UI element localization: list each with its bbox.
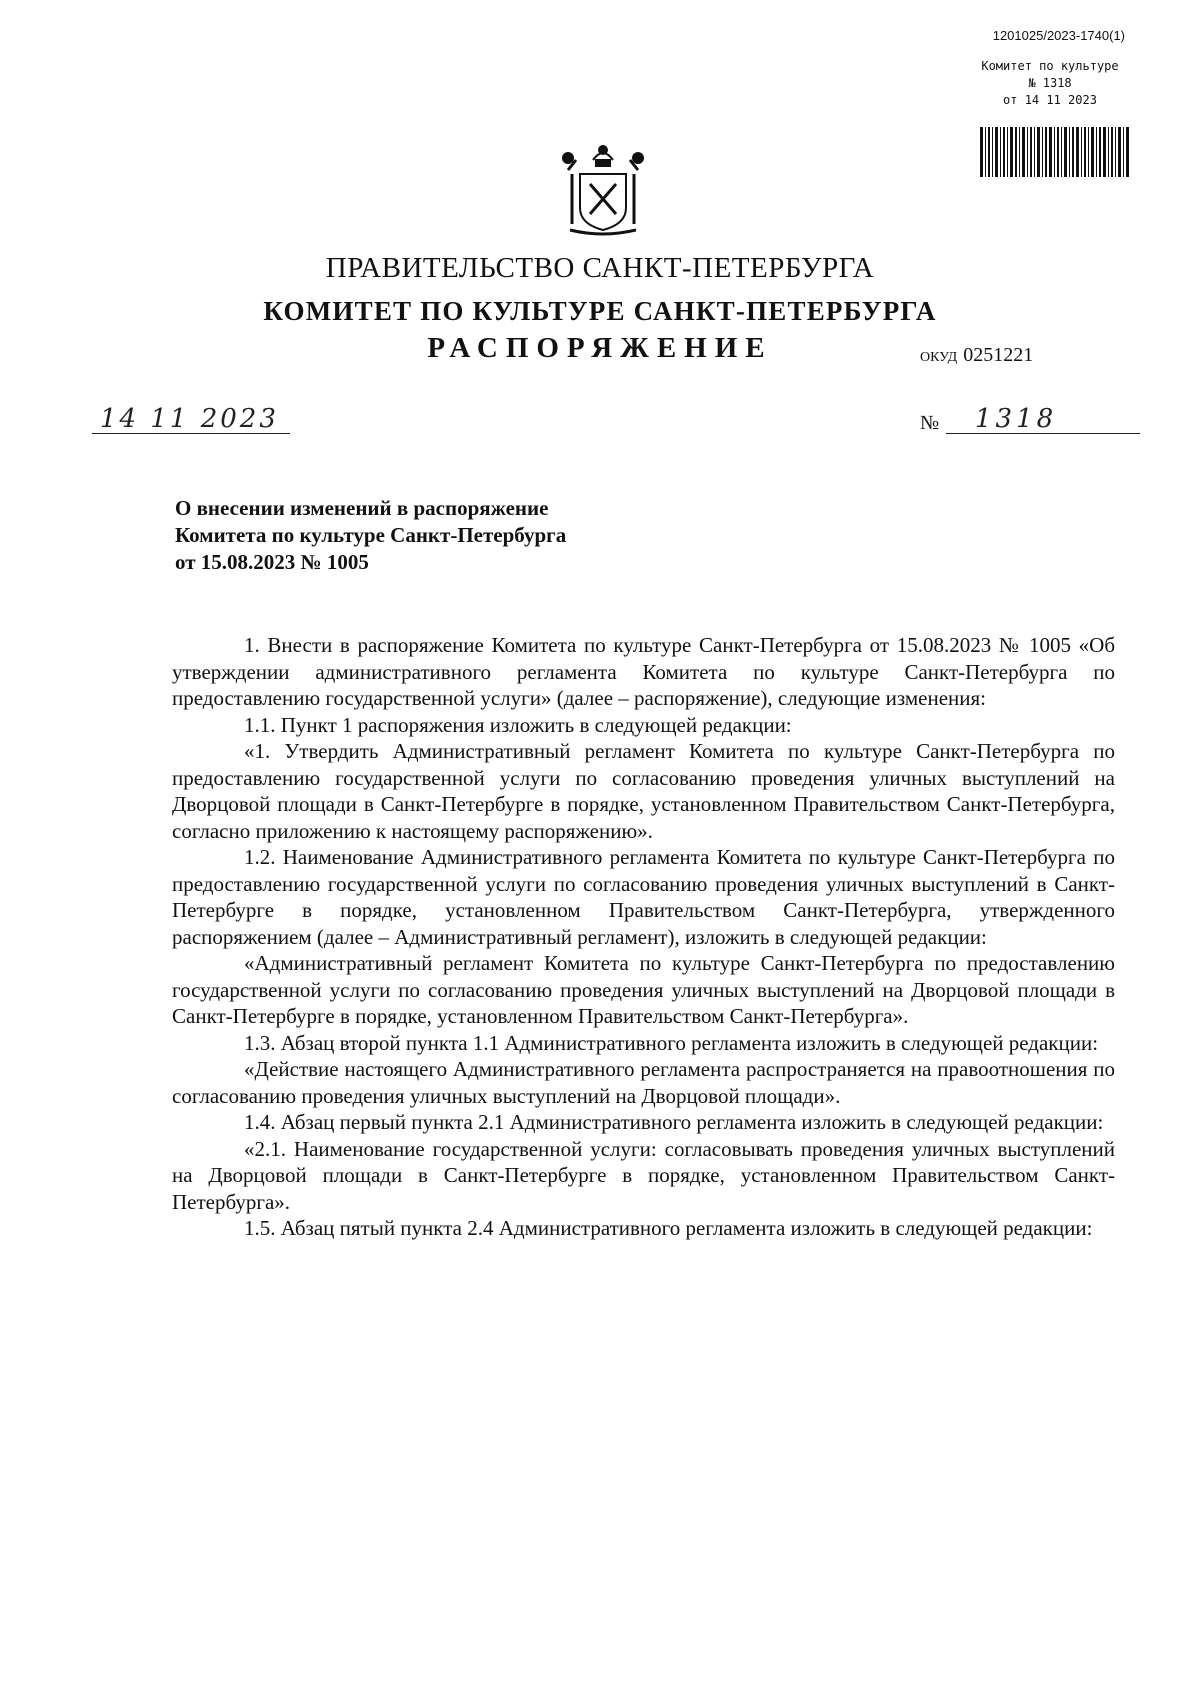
subject-line: от 15.08.2023 № 1005 [175,550,369,574]
registration-stamp [960,58,1140,109]
body-paragraph: 1.1. Пункт 1 распоряжения изложить в следующей редакции: [244,712,792,737]
handwritten-date: 14 11 2023 [100,404,279,434]
handwritten-number: 1318 [975,404,1058,434]
body-paragraph: «2.1. Наименование государственной услуги: согласовывать проведения уличных выступлений на Дворцовой площади в Санкт-Петербурге в порядке, установленном Правительством Санкт-Петербурга». [172,1136,1115,1214]
document-body [172,632,1115,1242]
body-paragraph: 1. Внести в распоряжение Комитета по культуре Санкт-Петербурга от 15.08.2023 № 1005 «Об утверждении административного регламента Комитета по культуре Санкт-Петербурга по предоставлению государственной услуги» (далее – распоряжение), следующие изменения: [172,633,1115,710]
stamp-line: от 14 11 2023 [1003,93,1097,107]
body-paragraph: 1.3. Абзац второй пункта 1.1 Административного регламента изложить в следующей редакции: [244,1030,1099,1055]
body-paragraph: «Действие настоящего Административного регламента распространяется на правоотношения по согласованию проведения уличных выступлений на Дворцовой площади». [172,1057,1115,1108]
registration-code: 1201025/2023-1740(1) [992,28,1125,43]
barcode [980,127,1130,177]
coat-of-arms-icon [560,140,646,240]
body-paragraph: 1.5. Абзац пятый пункта 2.4 Административного регламента изложить в следующей редакции: [244,1216,1093,1240]
number-label: № [920,412,940,434]
body-paragraph: 1.4. Абзац первый пункта 2.1 Административного регламента изложить в следующей редакции: [244,1110,1104,1134]
document-subject [175,495,566,576]
body-paragraph: 1.2. Наименование Административного регламента Комитета по культуре Санкт-Петербурга по предоставлению государственной услуги по согласованию проведения уличных выступлений в Санкт-Петербурге в порядке, установленном Правительством Санкт-Петербурга, утвержденного распоряжением (далее – Административный регламент), изложить в следующей редакции: [172,845,1115,949]
stamp-line: № 1318 [1028,76,1072,90]
body-paragraph: «Административный регламент Комитета по культуре Санкт-Петербурга по предоставлению государственной услуги по согласованию проведения уличных выступлений на Дворцовой площади в Санкт-Петербурге в порядке, установленном Правительством Санкт-Петербурга». [172,951,1115,1028]
subject-line: О внесении изменений в распоряжение [175,496,549,520]
date-underline [92,432,290,434]
okud-value: 0251221 [963,344,1034,366]
okud-code [920,344,1033,367]
government-title: ПРАВИТЕЛЬСТВО САНКТ-ПЕТЕРБУРГА [325,252,875,284]
number-underline [946,432,1140,434]
subject-line: Комитета по культуре Санкт-Петербурга [175,523,567,547]
document-type: РАСПОРЯЖЕНИЕ [427,332,773,364]
body-paragraph: «1. Утвердить Административный регламент Комитета по культуре Санкт-Петербурга по предоставлению государственной услуги по согласованию проведения уличных выступлений на Дворцовой площади в Санкт-Петербурге в порядке, установленном Правительством Санкт-Петербурга, согласно приложению к настоящему распоряжению». [172,739,1115,843]
okud-label: ОКУД [920,350,958,365]
committee-title: КОМИТЕТ ПО КУЛЬТУРЕ САНКТ-ПЕТЕРБУРГА [263,296,937,326]
stamp-line: Комитет по культуре [981,59,1119,73]
